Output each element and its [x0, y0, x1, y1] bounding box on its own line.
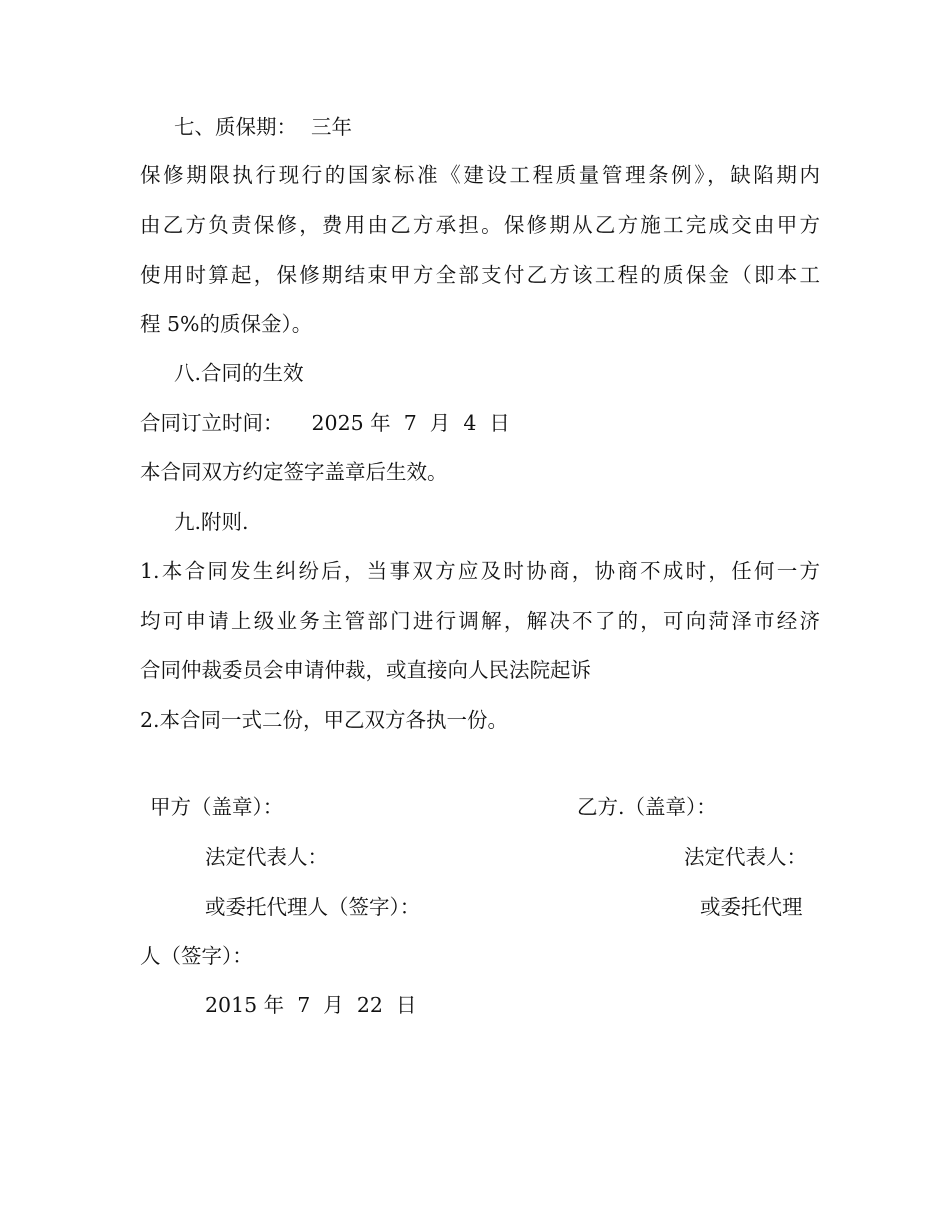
party-b-rep-label: 法定代表人：: [684, 845, 807, 869]
signing-date: 2015 年 7 月 22 日: [205, 993, 417, 1017]
section-7-body-line-3: 使用时算起，保修期结束甲方全部支付乙方该工程的质保金（即本工: [140, 263, 820, 287]
party-b-seal-label: 乙方.（盖章）：: [577, 795, 717, 819]
section-8-heading: 八.合同的生效: [174, 361, 304, 385]
party-a-rep-label: 法定代表人：: [205, 845, 328, 869]
party-a-agent-label: 或委托代理人（签字）：: [205, 895, 421, 919]
clause-1-line-1: 1.本合同发生纠纷后，当事双方应及时协商，协商不成时，任何一方: [140, 559, 820, 583]
contract-date-line: [140, 408, 820, 438]
party-b-agent-label-part1: 或委托代理: [700, 895, 803, 919]
party-a-seal-label: 甲方（盖章）：: [150, 795, 284, 819]
party-b-agent-label-part2: 人（签字）：: [140, 944, 253, 968]
section-7-body-line-4: 程 5%的质保金）。: [140, 312, 313, 336]
warranty-term: 三年: [311, 115, 352, 139]
section-7-body-line-1: 保修期限执行现行的国家标准《建设工程质量管理条例》，缺陷期内: [140, 163, 820, 187]
section-7-heading-line: [174, 112, 854, 142]
section-9-heading: 九.附则.: [174, 510, 249, 534]
section-7-body-line-2: 由乙方负责保修，费用由乙方承担。保修期从乙方施工完成交由甲方: [140, 213, 820, 237]
clause-1-line-3: 合同仲裁委员会申请仲裁，或直接向人民法院起诉: [140, 658, 591, 682]
section-7-heading: 七、质保期：: [174, 115, 297, 139]
clause-2-text: 2.本合同一式二份，甲乙双方各执一份。: [140, 708, 509, 732]
contract-date-label: 合同订立时间：: [140, 411, 284, 435]
contract-effect-text: 本合同双方约定签字盖章后生效。: [140, 460, 448, 484]
contract-date-value: 2025 年 7 月 4 日: [311, 411, 510, 435]
clause-1-line-2: 均可申请上级业务主管部门进行调解，解决不了的，可向菏泽市经济: [140, 609, 820, 633]
